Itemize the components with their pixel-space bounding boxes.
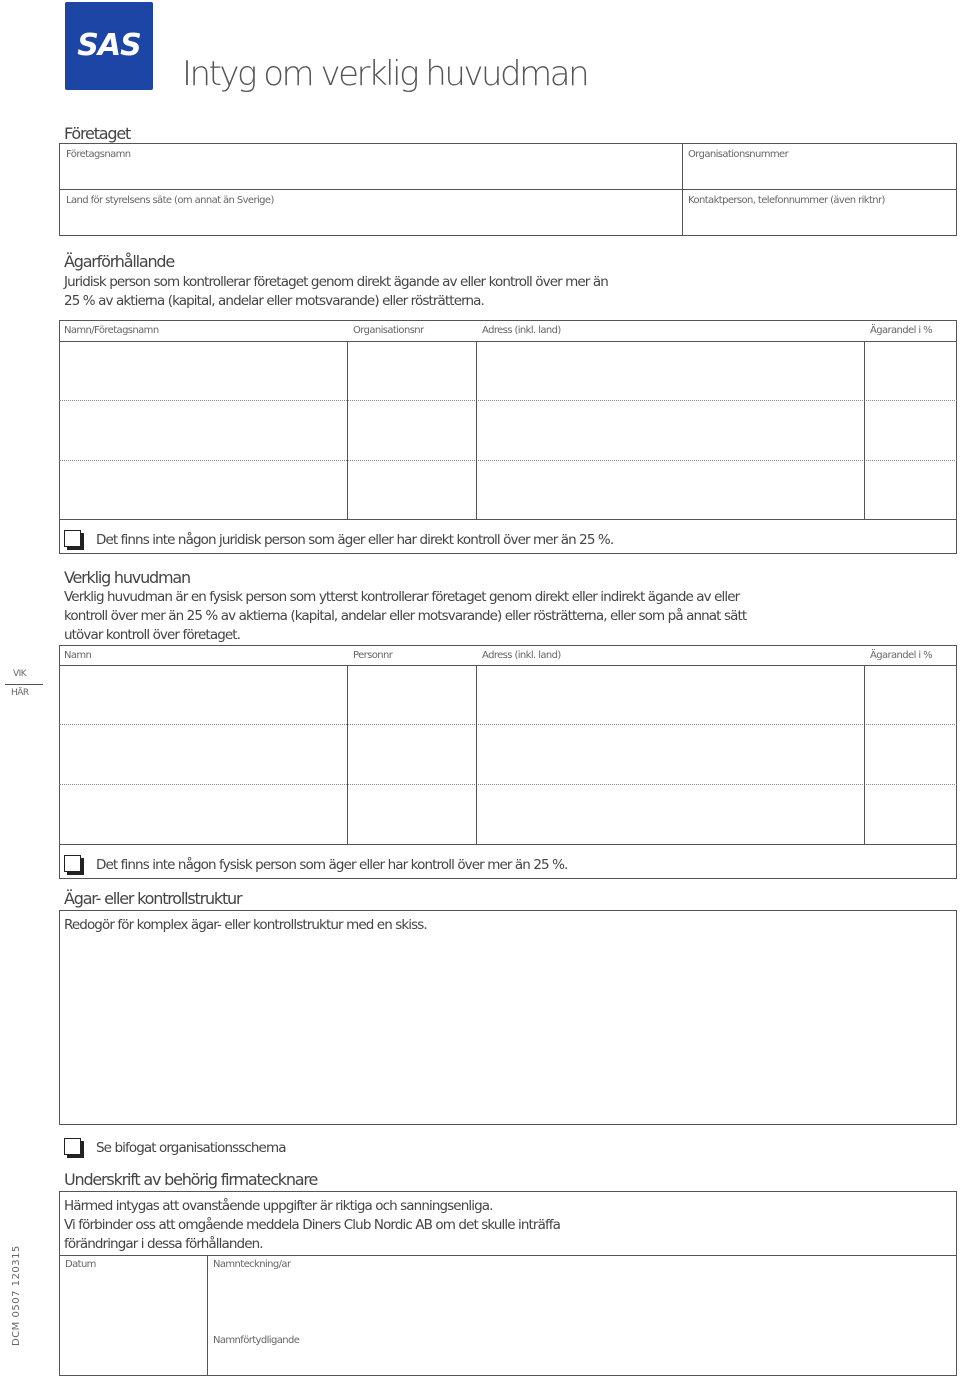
beneficial-desc-2: kontroll över mer än 25 % av aktierna (kapital, andelar eller motsvarande) eller rösträtterna, eller som på annat sätt [64,608,747,624]
fold-label-top: VIK [13,669,27,679]
document-code: DCM 0507 120315 [11,1245,22,1346]
ownership-col-share: Ägarandel i % [870,325,933,336]
signature-text-2: Vi förbinder oss att omgående meddela Diners Club Nordic AB om det skulle inträffa [64,1217,561,1233]
attached-org-chart-checkbox[interactable] [64,1138,81,1155]
org-number-field[interactable]: Organisationsnummer [688,149,789,160]
beneficial-col-address: Adress (inkl. land) [482,650,561,661]
ownership-col-name: Namn/Företagsnamn [64,325,159,336]
page-title: Intyg om verklig huvudman [182,54,588,94]
signature-heading: Underskrift av behörig firmatecknare [64,1170,318,1189]
beneficial-owner-heading: Verklig huvudman [64,568,190,587]
no-natural-person-checkbox[interactable] [64,855,81,872]
attached-org-chart-label: Se bifogat organisationsschema [96,1140,286,1156]
structure-heading: Ägar- eller kontrollstruktur [64,889,242,908]
no-natural-person-label: Det finns inte någon fysisk person som äger eller har kontroll över mer än 25 %. [96,857,568,873]
signature-text-1: Härmed intygas att ovanstående uppgifter är riktiga och sanningsenliga. [64,1198,493,1214]
ownership-desc-2: 25 % av aktierna (kapital, andelar eller motsvarande) eller rösträtterna. [64,293,484,309]
ownership-col-orgnr: Organisationsnr [353,325,424,336]
ownership-col-address: Adress (inkl. land) [482,325,561,336]
beneficial-col-personnr: Personnr [353,650,393,661]
structure-sketch-area[interactable] [59,910,957,1125]
contact-field[interactable]: Kontaktperson, telefonnummer (även riktnr) [688,195,885,206]
company-heading: Företaget [64,124,131,143]
structure-desc: Redogör för komplex ägar- eller kontrollstruktur med en skiss. [64,917,427,933]
signature-field[interactable]: Namnteckning/ar [213,1259,291,1270]
sas-logo [65,2,153,90]
fold-line [5,684,43,685]
beneficial-desc-1: Verklig huvudman är en fysisk person som ytterst kontrollerar företaget genom direkt eller indirekt ägande av eller [64,589,740,605]
date-field[interactable]: Datum [65,1259,96,1270]
beneficial-col-name: Namn [64,650,92,661]
signature-text-3: förändringar i dessa förhållanden. [64,1236,263,1252]
name-clarification-field[interactable]: Namnförtydligande [213,1335,300,1346]
no-legal-person-label: Det finns inte någon juridisk person som äger eller har direkt kontroll över mer än 25 %. [96,532,614,548]
country-field[interactable]: Land för styrelsens säte (om annat än Sverige) [66,195,274,206]
beneficial-col-share: Ägarandel i % [870,650,933,661]
company-name-field[interactable]: Företagsnamn [66,149,131,160]
ownership-heading: Ägarförhållande [64,252,174,271]
ownership-desc-1: Juridisk person som kontrollerar företaget genom direkt ägande av eller kontroll över mer än [64,274,608,290]
beneficial-desc-3: utövar kontroll över företaget. [64,627,241,643]
fold-label-bottom: HÄR [11,688,29,698]
logo-text: SAS [77,28,141,63]
no-legal-person-checkbox[interactable] [64,530,81,547]
